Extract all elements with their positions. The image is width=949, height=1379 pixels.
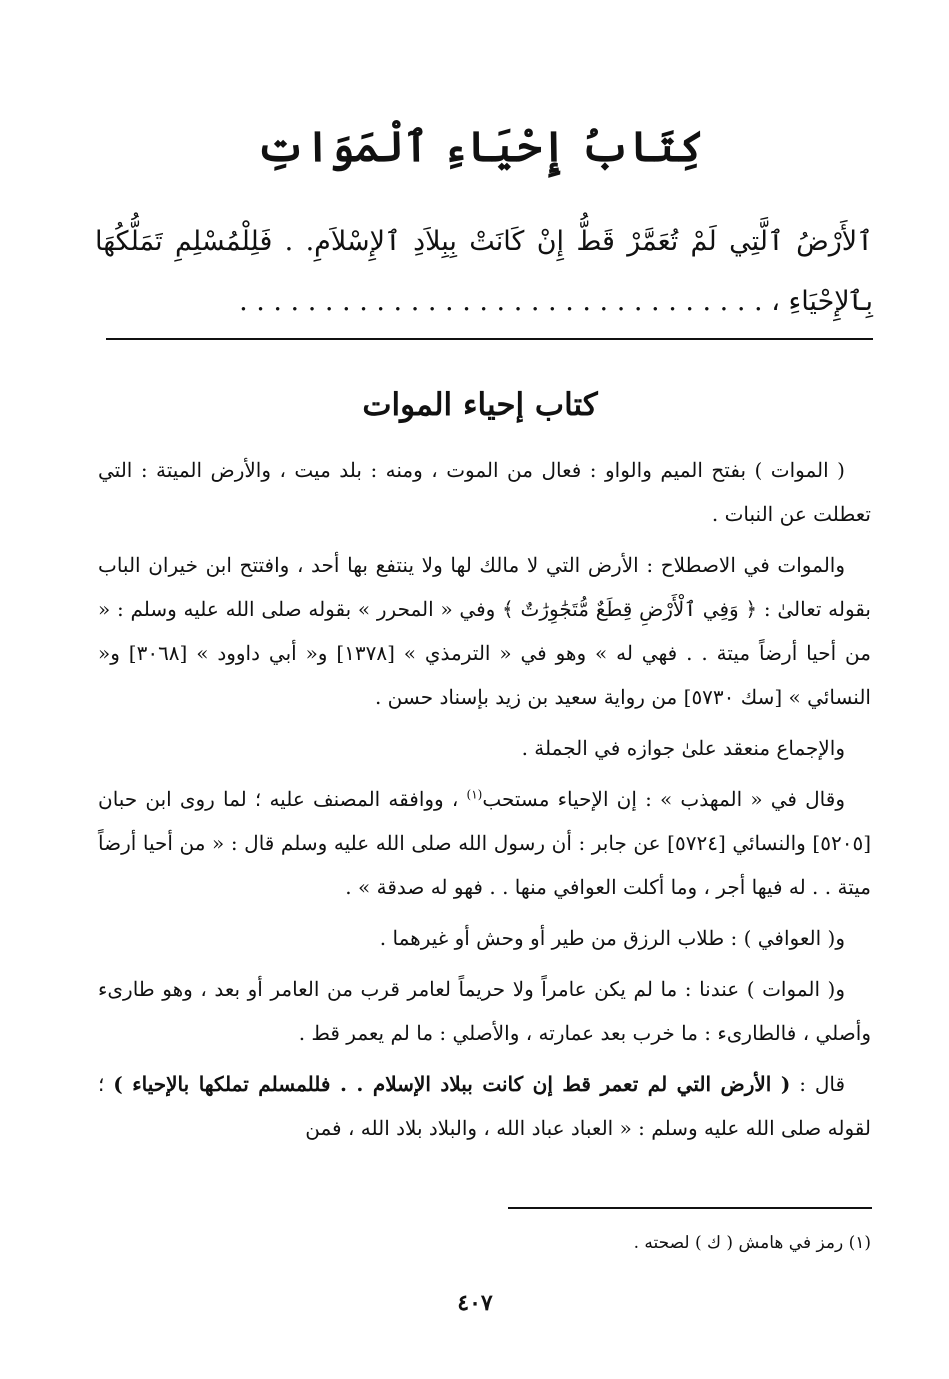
qala-matn-quote: ( الأرض التي لم تعمر قط إن كانت ببلاد الإسلام . . فللمسلم تملكها بالإحياء ): [113, 1072, 791, 1096]
muhadhdhab-continuation: ، ووافقه المصنف عليه ؛ لما روى ابن حبان [٥٢٠٥] والنسائي [٥٧٢٤] عن جابر : أن رسول الله صلى الله عليه وسلم قال : « من أحيا أرضاً ميتة . . له فيها أجر ، وما أكلت العوافي منها . . فهو له صدقة » .: [98, 787, 872, 899]
matn-text: [95, 212, 873, 332]
paragraph-ijma: والإجماع منعقد علىٰ جوازه في الجملة .: [521, 736, 845, 760]
commentary-body: [98, 448, 871, 1157]
qala-explanation: ؛ لقوله صلى الله عليه وسلم : « العباد عباد الله ، والبلاد بلاد الله ، فمن: [98, 1072, 871, 1140]
commentary-title: كتاب إحياء الموات: [362, 387, 598, 423]
separator-rule: [106, 338, 873, 340]
muhadhdhab-text: وقال في « المهذب » : إن الإحياء مستحب: [482, 787, 845, 811]
paragraph-awafi: و( العوافي ) : طلاب الرزق من طير أو وحش أو غيرهما .: [379, 926, 845, 950]
footnote-separator: [508, 1207, 872, 1209]
matn-sentence: ٱلأَرْضُ ٱلَّتِي لَمْ تُعَمَّرْ قَطُّ إِنْ كَانَتْ بِبِلاَدِ ٱلإِسْلاَمِ. . فَلِلْمُسْلِمِ تَمَلُّكُهَا بِٱلإِحْيَاءِ ،: [95, 226, 873, 317]
paragraph-muhadhdhab: [98, 777, 871, 909]
paragraph-istilah: والموات في الاصطلاح : الأرض التي لا مالك لها ولا ينتفع بها أحد ، وافتتح ابن خيران الباب بقوله تعالىٰ : ﴿ وَفِي ٱلْأَرْضِ قِطَعٌ مُّتَجَٰوِرَٰتٌ ﴾ وفي « المحرر » بقوله صلى الله عليه وسلم : « من أحيا أرضاً ميتة . . فهي له » وهو في « الترمذي » [١٣٧٨] و« أبي داوود » [٣٠٦٨] و« النسائي » [سك ٥٧٣٠] من رواية سعيد بن زيد بإسناد حسن .: [98, 553, 871, 709]
paragraph-qala: [98, 1062, 871, 1150]
paragraph-mawat-definition: ( الموات ) بفتح الميم والواو : فعال من الموت ، ومنه : بلد ميت ، والأرض الميتة : التي تعطلت عن النبات .: [98, 458, 871, 526]
qala-prefix: قال :: [790, 1072, 846, 1096]
chapter-title: كِتَابُ إِحْيَاءِ ٱلْمَوَاتِ: [256, 122, 704, 171]
paragraph-mawat-types: و( الموات ) عندنا : ما لم يكن عامراً ولا حريماً لعامر قرب من العامر أو بعد ، وهو طارىء وأصلي ، فالطارىء : ما خرب بعد عمارته ، والأصلي : ما لم يعمر قط .: [98, 977, 871, 1045]
page-number: ٤٠٧: [457, 1290, 493, 1316]
footnote-reference[interactable]: (١): [466, 787, 483, 802]
footnote-text: رمز في هامش ( ك ) لصحته .: [633, 1233, 844, 1253]
footnote: [98, 1225, 871, 1261]
matn-dots: . . . . . . . . . . . . . . . . . . . . . . . . . . . . . . .: [239, 286, 763, 317]
footnote-number: (١): [848, 1233, 871, 1253]
